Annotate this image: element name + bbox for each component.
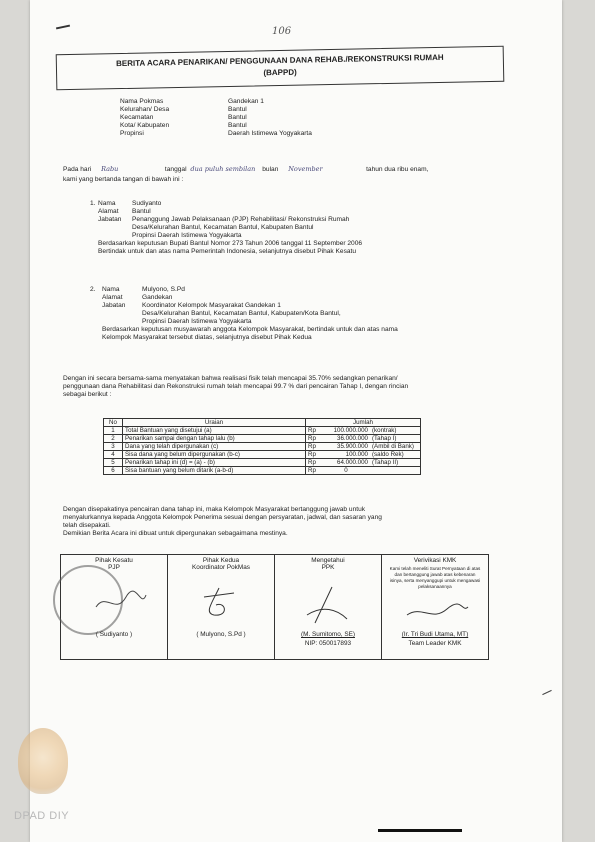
info-row: Kelurahan/ Desa Bantul <box>120 106 247 113</box>
emblem-watermark <box>18 728 68 794</box>
rincian-table <box>103 418 421 475</box>
redaction-bar <box>378 829 462 832</box>
signature-scribble <box>297 585 357 625</box>
info-row: Kecamatan Bantul <box>120 114 247 121</box>
table-row: 5 Penarikan tahap ini (d) = (a) - (b) Rp 64.000.000 (Tahap II) <box>104 459 421 467</box>
info-row: Kota/ Kabupaten Bantul <box>120 122 247 129</box>
date-line: Pada hari Rabu tanggal dua puluh sembilan bulan November tahun dua ribu enam, <box>63 165 429 173</box>
watermark-text: DPAD DIY <box>14 810 70 822</box>
signature-scribble <box>194 583 244 623</box>
party-1: 1. Nama Sudiyanto Alamat Bantul Jabatan Penanggung Jawab Pelaksanaan (PJP) Rehabilitasi/ Rekonstruksi Rumah Desa/Kelurahan Bantul, Kecamatan Bantul, Kabupaten Bantul Propinsi Daerah Istimewa Yogyakarta Berdasarkan keputusan Bupati Bantul Nomor 273 Tahun 2006 tanggal 11 September 2006 Bertindak untuk dan atas nama Pemerintah Indonesia, selanjutnya disebut Pihak Kesatu <box>90 200 363 255</box>
table-header-row: No Uraian Jumlah <box>104 419 421 427</box>
signature-table <box>60 554 489 660</box>
signature-cell-ppk: Mengetahui PPK (M. Sumitomo, SE) NIP: 050017893 <box>275 555 382 660</box>
document-title: BERITA ACARA PENARIKAN/ PENGGUNAAN DANA REHAB./REKONSTRUKSI RUMAH <box>116 52 444 69</box>
date-line-2: kami yang bertanda tangan di bawah ini : <box>63 176 184 183</box>
info-block <box>120 98 312 138</box>
table-row: 3 Dana yang telah dipergunakan (c) Rp 35.900.000 (Ambil di Bank) <box>104 443 421 451</box>
signature-scribble <box>402 597 472 627</box>
document-subtitle: (BAPPD) <box>263 67 297 78</box>
page-number: 106 <box>272 26 292 37</box>
info-row: Nama Pokmas Gandekan 1 <box>120 98 264 105</box>
signature-cell-pihak-kedua: Pihak Kedua Koordinator PokMas ( Mulyono, S.Pd ) <box>168 555 275 660</box>
info-row: Propinsi Daerah Istimewa Yogyakarta <box>120 130 312 137</box>
signature-cell-pihak-kesatu: Pihak Kesatu PJP ( Sudiyanto ) <box>61 555 168 660</box>
table-row: 4 Sisa dana yang belum dipergunakan (b-c) Rp 100.000 (saldo Rek) <box>104 451 421 459</box>
table-row: 2 Penarikan sampai dengan tahap lalu (b) Rp 36.000.000 (Tahap I) <box>104 435 421 443</box>
closing-paragraph: Dengan disepakatinya pencairan dana tahap ini, maka Kelompok Masyarakat bertanggung jawab untuk menyalurkannya kepada Anggota Kelompok Penerima sesuai dengan persyaratan, jadwal, dan sasaran yang telah disepakati. Demikian Berita Acara ini dibuat untuk dipergunakan sebagaimana mestinya. <box>63 506 382 537</box>
signature-cell-verifikasi-kmk: Verivikasi KMK Kami telah meneliti Surat Pernyataan di atas dan bertanggung jawab atas kebenaran isinya, serta menyanggupi untuk mengawasi pelaksanaannya (Ir. Tri Budi Utama, MT) Team Leader KMK <box>382 555 489 660</box>
statement-paragraph: Dengan ini secara bersama-sama menyatakan bahwa realisasi fisik telah mencapai 35.70% sedangkan penarikan/ penggunaan dana Rehabilitasi dan Rekonstruksi rumah telah mencapai 99.7 % dari pencairan Tahap I, dengan rincian sebagai berikut : <box>63 375 409 398</box>
signature-scribble <box>91 587 151 617</box>
table-row: 1 Total Bantuan yang disetujui (a) Rp 100.000.000 (kontrak) <box>104 427 421 435</box>
table-row: 6 Sisa bantuan yang belum ditarik (a-b-d) Rp 0 <box>104 467 421 475</box>
party-2: 2. Nama Mulyono, S.Pd Alamat Gandekan Jabatan Koordinator Kelompok Masyarakat Gandekan 1 Desa/Kelurahan Bantul, Kecamatan Bantul, Kabupaten/Kota Bantul, Propinsi Daerah Istimewa Yogyakarta Berdasarkan keputusan musyawarah anggota Kelompok Masyarakat, bertindak untuk dan atas nama Kelompok Masyarakat tersebut diatas, selanjutnya disebut Pihak Kedua <box>90 286 398 341</box>
